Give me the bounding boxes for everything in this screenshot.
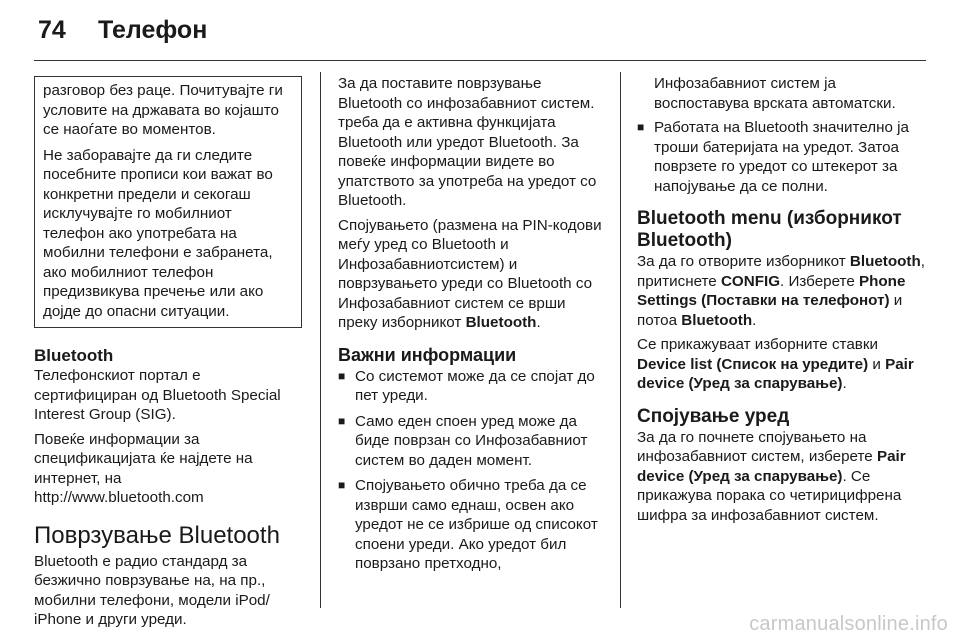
column-2 [338, 74, 604, 580]
menu-name: Device list (Список на уредите) [637, 355, 869, 373]
paragraph-text: За да го отворите изборникот [637, 253, 850, 270]
paragraph-text: . [842, 375, 847, 392]
menu-name: Phone Settings (Поставки на телефонот) [637, 272, 906, 309]
paragraph-text: Спојувањето (размена на PIN-кодови меѓу уред со Bluetooth и Инфозабавниотсистем) и поврзувањето уреди со Bluetooth со Инфозабавниот систем се врши преку изборникот [338, 216, 602, 331]
info-list [338, 367, 604, 574]
paragraph [34, 430, 302, 508]
notebox-paragraph: Не заборавајте да ги следите посебните прописи кои важат во конкретни предели и секогаш исклучувајте го мобилниот телефон ако употребата на мобилни телефони е забранета, ако мобилниот телефон предизвикува пречење или ако дојде до опасни ситуации. [43, 146, 273, 320]
important-info-heading: Важни информации [338, 344, 517, 365]
list-item: ■ Со системот може да се спојат до пет уреди. [338, 367, 604, 406]
bluetooth-heading: Bluetooth [34, 346, 114, 365]
column-divider-2 [620, 72, 621, 608]
paragraph-text: и [868, 355, 886, 373]
paragraph [637, 428, 927, 526]
page-header [38, 16, 207, 45]
bluetooth-menu-heading: Bluetooth menu (изборникот Bluetooth) [637, 208, 902, 251]
paragraph-text: . [536, 314, 541, 331]
paragraph: Инфозабавниот систем ја воспоставува врската автоматски. [654, 75, 896, 112]
page-number: 74 [38, 16, 66, 44]
paragraph-text: . Изберете [780, 272, 859, 290]
menu-name: Bluetooth [681, 311, 753, 329]
menu-name-bluetooth: Bluetooth [465, 314, 537, 331]
list-item: ■ Спојувањето обично треба да се изврши само еднаш, освен ако уредот не се избрише од списокот споени уреди. Ако уредот бил поврзано претходно, [338, 476, 604, 574]
paragraph-text: , притиснете [637, 253, 925, 290]
list-item: ■ Само еден споен уред може да биде поврзан со Инфозабавниот систем во даден момент. [338, 412, 604, 471]
section-heading-pairing: Поврзување Bluetooth [34, 521, 280, 549]
paragraph: Телефонскиот портал е сертифициран од Bluetooth Special Interest Group (SIG). [34, 367, 281, 423]
page-title: Телефон [98, 16, 208, 44]
paragraph-text: За да го почнете спојувањето на инфозабавниот систем, изберете [637, 428, 877, 465]
paragraph-text: и потоа [637, 292, 903, 329]
menu-name: Pair device (Уред за спарување) [637, 355, 914, 392]
column-1 [34, 70, 302, 635]
paragraph [637, 335, 927, 394]
header-rule [34, 60, 926, 61]
paragraph [338, 216, 604, 333]
notebox-paragraph: разговор без раце. Почитувајте ги условите на државата во којашто се наоѓате во моментов. [43, 82, 283, 138]
paragraph: Bluetooth е радио стандард за безжично поврзување на, на пр., мобилни телефони, модели iPod/ iPhone и други уреди. [34, 552, 270, 628]
config-key: CONFIG [720, 272, 781, 290]
warning-notebox [34, 76, 302, 328]
menu-name: Pair device (Уред за спарување) [637, 448, 906, 485]
paragraph: За да поставите поврзување Bluetooth со инфозабавниот систем. треба да е активна функцијата Bluetooth или уредот Bluetooth. За повеќе информации видете во упатството за употреба на уредот со Bluetooth. [338, 75, 597, 209]
list-item: ■ Работата на Bluetooth значително ја троши батеријата на уредот. Затоа поврзете го уредот со штекерот за напојување да се полни. [637, 118, 927, 196]
paragraph [637, 252, 927, 330]
menu-name: Bluetooth [849, 253, 921, 270]
paragraph-text: Повеќе информации за спецификацијата ќе најдете на интернет, на [34, 430, 253, 487]
column-divider-1 [320, 72, 321, 608]
paragraph-text: . [752, 311, 757, 329]
paragraph-text: . Се прикажува порака со четирицифрена шифра за инфозабавниот систем. [637, 467, 902, 524]
pair-device-heading: Спојување уред [637, 405, 790, 427]
bluetooth-url: http://www.bluetooth.com [34, 489, 204, 506]
info-list-cont [637, 118, 927, 196]
watermark: carmanualsonline.info [749, 613, 948, 635]
paragraph-text: Се прикажуваат изборните ставки [637, 336, 878, 353]
column-3 [637, 74, 927, 530]
